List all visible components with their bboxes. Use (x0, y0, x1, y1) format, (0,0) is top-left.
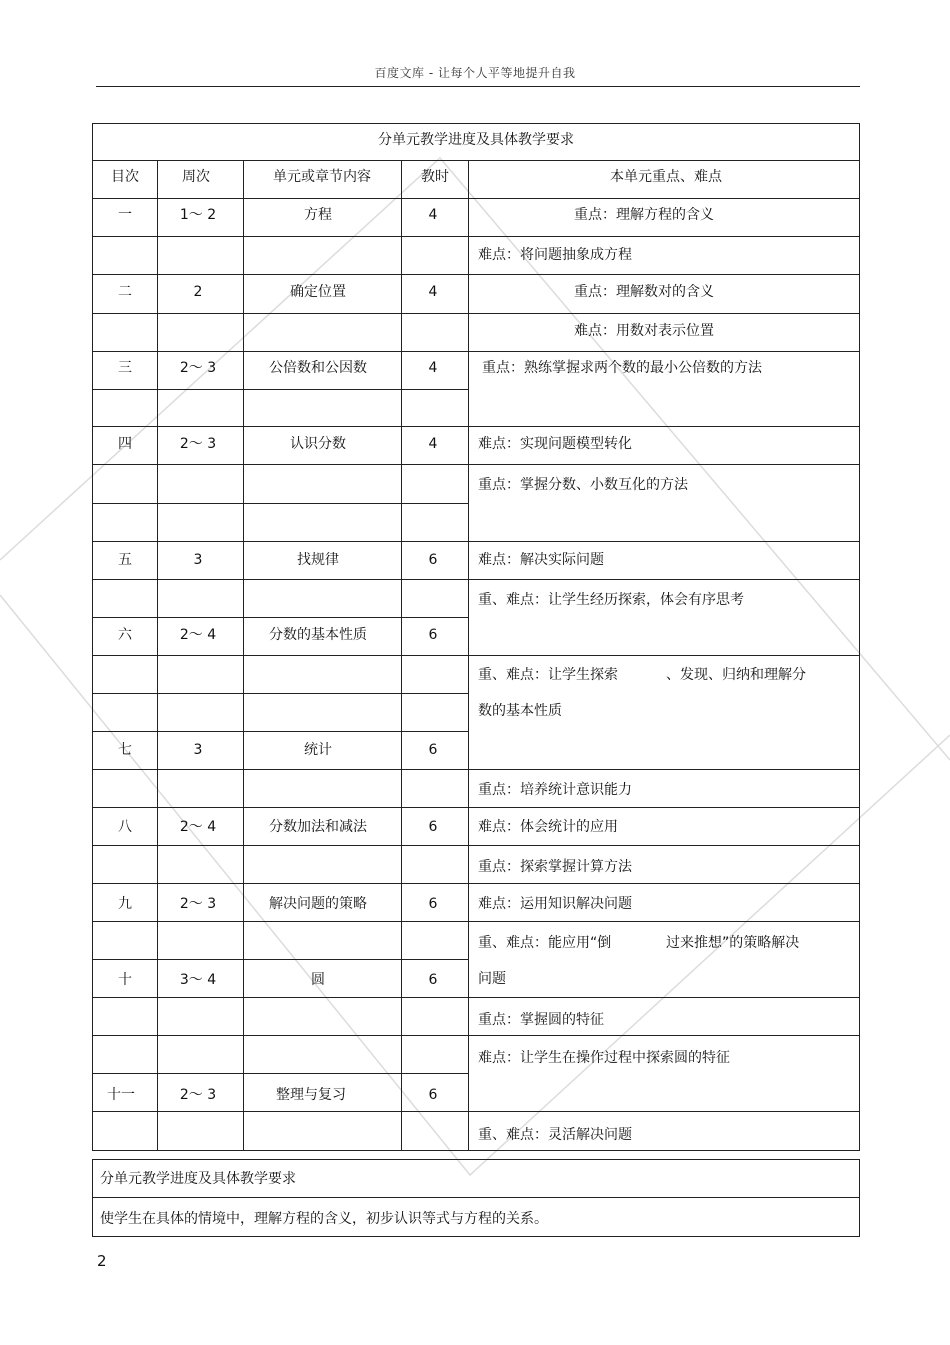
unit-number: 一 (118, 207, 132, 223)
note-text: 问题 (478, 971, 506, 987)
unit-content: 确定位置 (290, 284, 346, 300)
unit-hours: 6 (428, 742, 438, 758)
note-text: 难点：用数对表示位置 (574, 323, 714, 339)
note-text: 难点：解决实际问题 (478, 552, 604, 568)
unit-hours: 4 (428, 284, 438, 300)
unit-number: 二 (118, 284, 132, 300)
note-text: 重点：理解数对的含义 (574, 284, 714, 300)
unit-hours: 4 (428, 360, 438, 376)
unit-weeks: 2～ 3 (179, 360, 217, 376)
note-text: 重点：掌握分数、小数互化的方法 (478, 477, 688, 493)
unit-number: 七 (118, 742, 132, 758)
note-text: 、发现、归纳和理解分 (666, 667, 806, 683)
note-text: 难点：体会统计的应用 (478, 819, 618, 835)
unit-content: 方程 (304, 207, 332, 223)
unit-weeks: 3～ 4 (179, 972, 217, 988)
unit-number: 六 (118, 627, 132, 643)
note-text: 重点：探索掌握计算方法 (478, 859, 632, 875)
note-text: 重、难点：能应用“倒 (478, 935, 612, 951)
note-text: 重点：掌握圆的特征 (478, 1012, 604, 1028)
unit-number: 三 (118, 360, 132, 376)
unit-weeks: 2～ 3 (179, 896, 217, 912)
unit-hours: 6 (428, 972, 438, 988)
unit-content: 整理与复习 (276, 1087, 346, 1103)
unit-number: 十 (118, 972, 132, 988)
section-title: 分单元教学进度及具体教学要求 (100, 1171, 296, 1187)
unit-hours: 4 (428, 436, 438, 452)
unit-hours: 6 (428, 552, 438, 568)
note-text: 重点：理解方程的含义 (574, 207, 714, 223)
note-text: 重点：熟练掌握求两个数的最小公倍数的方法 (482, 360, 762, 376)
unit-weeks: 1～ 2 (179, 207, 217, 223)
table-title: 分单元教学进度及具体教学要求 (378, 132, 574, 148)
column-header: 目次 (111, 169, 139, 185)
section-text: 使学生在具体的情境中，理解方程的含义，初步认识等式与方程的关系。 (100, 1211, 548, 1227)
note-text: 难点：实现问题模型转化 (478, 436, 632, 452)
unit-weeks: 3 (193, 552, 203, 568)
unit-hours: 4 (428, 207, 438, 223)
unit-weeks: 2～ 3 (179, 436, 217, 452)
header-rule (96, 86, 860, 87)
unit-hours: 6 (428, 1087, 438, 1103)
unit-number: 四 (118, 436, 132, 452)
note-text: 数的基本性质 (478, 703, 562, 719)
unit-number: 十一 (107, 1087, 135, 1103)
column-header: 教时 (421, 169, 449, 185)
unit-weeks: 2～ 4 (179, 819, 217, 835)
unit-weeks: 2～ 3 (179, 1087, 217, 1103)
column-header: 单元或章节内容 (273, 169, 371, 185)
unit-number: 九 (118, 896, 132, 912)
unit-number: 八 (118, 819, 132, 835)
unit-content: 认识分数 (290, 436, 346, 452)
unit-weeks: 3 (193, 742, 203, 758)
unit-content: 圆 (311, 972, 325, 988)
unit-content: 统计 (304, 742, 332, 758)
unit-content: 公倍数和公因数 (269, 360, 367, 376)
unit-hours: 6 (428, 896, 438, 912)
page-header: 百度文库 - 让每个人平等地提升自我 (374, 66, 576, 80)
note-text: 重、难点：灵活解决问题 (478, 1127, 632, 1143)
column-header: 周次 (182, 169, 210, 185)
note-text: 过来推想”的策略解决 (666, 935, 800, 951)
note-text: 重、难点：让学生探索 (478, 667, 618, 683)
unit-weeks: 2 (193, 284, 203, 300)
unit-number: 五 (118, 552, 132, 568)
column-header: 本单元重点、难点 (610, 169, 722, 185)
unit-content: 找规律 (297, 552, 339, 568)
page-number: 2 (97, 1252, 107, 1270)
note-text: 重点：培养统计意识能力 (478, 782, 632, 798)
note-text: 难点：将问题抽象成方程 (478, 247, 632, 263)
note-text: 难点：让学生在操作过程中探索圆的特征 (478, 1050, 730, 1066)
note-text: 难点：运用知识解决问题 (478, 896, 632, 912)
unit-hours: 6 (428, 819, 438, 835)
unit-content: 分数加法和减法 (269, 819, 367, 835)
note-text: 重、难点：让学生经历探索，体会有序思考 (478, 592, 744, 608)
unit-weeks: 2～ 4 (179, 627, 217, 643)
unit-hours: 6 (428, 627, 438, 643)
unit-content: 解决问题的策略 (269, 896, 367, 912)
unit-content: 分数的基本性质 (269, 627, 367, 643)
